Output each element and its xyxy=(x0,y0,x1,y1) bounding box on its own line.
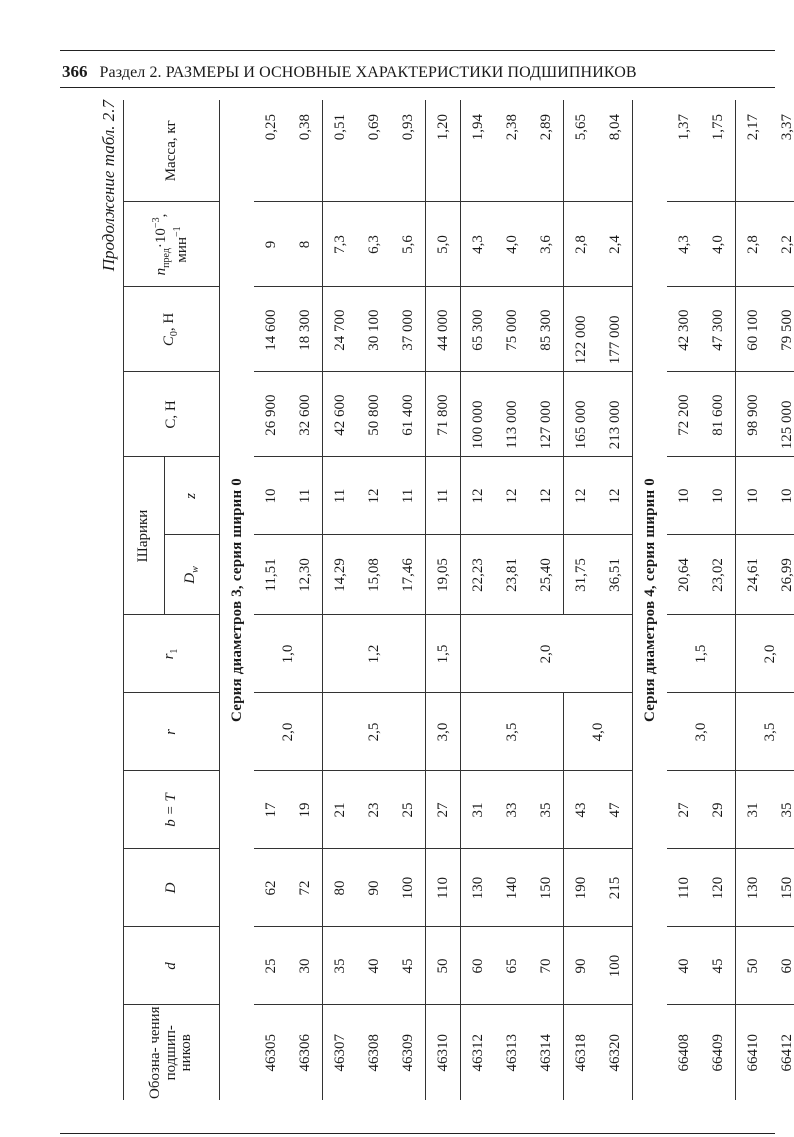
cell-z: 12 xyxy=(529,457,564,535)
cell-bT: 43 xyxy=(564,771,599,849)
series-title: Серия диаметров 4, серия ширин 0 xyxy=(633,100,668,1100)
cell-z: 10 xyxy=(736,457,771,535)
cell-C: 81 600 xyxy=(701,372,736,457)
cell-n: 4,0 xyxy=(701,202,736,287)
cell-n: 2,8 xyxy=(564,202,599,287)
col-b-T: b = T xyxy=(124,771,220,849)
series-title-row xyxy=(633,100,668,1100)
cell-r1: 2,0 xyxy=(736,615,794,693)
cell-z: 11 xyxy=(391,457,426,535)
cell-d: 50 xyxy=(426,927,461,1005)
cell-Dw: 31,75 xyxy=(564,535,599,615)
cell-D: 130 xyxy=(736,849,771,927)
cell-D: 215 xyxy=(598,849,633,927)
cell-n: 2,4 xyxy=(598,202,633,287)
cell-C0: 60 100 xyxy=(736,287,771,372)
cell-C: 213 000 xyxy=(598,372,633,457)
table-row xyxy=(288,100,323,1100)
cell-bT: 19 xyxy=(288,771,323,849)
table-row xyxy=(564,100,599,1100)
cell-mass: 1,37 xyxy=(667,100,701,202)
cell-r1: 2,0 xyxy=(461,615,633,693)
cell-d: 100 xyxy=(598,927,633,1005)
cell-mass: 1,20 xyxy=(426,100,461,202)
cell-C0: 47 300 xyxy=(701,287,736,372)
table-row xyxy=(461,100,496,1100)
cell-n: 2,8 xyxy=(736,202,771,287)
cell-D: 130 xyxy=(461,849,496,927)
cell-mass: 2,38 xyxy=(495,100,529,202)
cell-D: 110 xyxy=(426,849,461,927)
cell-z: 10 xyxy=(667,457,701,535)
cell-r1: 1,5 xyxy=(667,615,736,693)
table-row xyxy=(701,100,736,1100)
cell-C: 72 200 xyxy=(667,372,701,457)
cell-r: 3,0 xyxy=(426,693,461,771)
cell-Dw: 15,08 xyxy=(357,535,391,615)
cell-r1: 1,5 xyxy=(426,615,461,693)
cell-C: 113 000 xyxy=(495,372,529,457)
cell-z: 11 xyxy=(323,457,358,535)
table-row xyxy=(770,100,794,1100)
cell-designation: 46305 xyxy=(262,1034,279,1072)
cell-r: 4,0 xyxy=(564,693,633,771)
section-title: Раздел 2. РАЗМЕРЫ И ОСНОВНЫЕ ХАРАКТЕРИСТИКИ ПОДШИПНИКОВ xyxy=(99,64,637,81)
table-row xyxy=(529,100,564,1100)
cell-mass: 0,38 xyxy=(288,100,323,202)
cell-d: 40 xyxy=(357,927,391,1005)
cell-Dw: 20,64 xyxy=(667,535,701,615)
cell-z: 12 xyxy=(357,457,391,535)
cell-bT: 27 xyxy=(426,771,461,849)
cell-bT: 27 xyxy=(667,771,701,849)
cell-C0: 85 300 xyxy=(529,287,564,372)
cell-bT: 35 xyxy=(770,771,794,849)
cell-C: 50 800 xyxy=(357,372,391,457)
page-number: 366 xyxy=(62,62,88,81)
cell-r: 2,5 xyxy=(323,693,426,771)
cell-mass: 8,04 xyxy=(598,100,633,202)
cell-C: 26 900 xyxy=(254,372,288,457)
cell-bT: 17 xyxy=(254,771,288,849)
cell-r1: 1,2 xyxy=(323,615,426,693)
cell-designation: 46314 xyxy=(537,1034,554,1072)
bottom-rule xyxy=(60,1133,775,1134)
cell-n: 4,3 xyxy=(667,202,701,287)
top-rule xyxy=(60,50,775,51)
cell-mass: 5,65 xyxy=(564,100,599,202)
cell-C: 127 000 xyxy=(529,372,564,457)
cell-d: 25 xyxy=(254,927,288,1005)
cell-mass: 1,94 xyxy=(461,100,496,202)
cell-designation: 66408 xyxy=(675,1034,692,1072)
cell-Dw: 11,51 xyxy=(254,535,288,615)
cell-n: 7,3 xyxy=(323,202,358,287)
cell-r: 3,0 xyxy=(667,693,736,771)
table-caption: Продолжение табл. 2.7 xyxy=(99,100,118,272)
cell-C: 42 600 xyxy=(323,372,358,457)
col-d: d xyxy=(124,927,220,1005)
cell-bT: 47 xyxy=(598,771,633,849)
cell-Dw: 23,02 xyxy=(701,535,736,615)
cell-designation: 66410 xyxy=(736,1005,771,1100)
cell-D: 120 xyxy=(701,849,736,927)
cell-Dw: 25,40 xyxy=(529,535,564,615)
table-row xyxy=(667,100,701,1100)
cell-Dw: 22,23 xyxy=(461,535,496,615)
cell-mass: 3,37 xyxy=(770,100,794,202)
cell-z: 12 xyxy=(461,457,496,535)
cell-designation: 46309 xyxy=(399,1034,416,1072)
series-title: Серия диаметров 3, серия ширин 0 xyxy=(228,478,245,722)
col-r1: $r_1$ xyxy=(124,615,220,693)
cell-bT: 25 xyxy=(391,771,426,849)
cell-r: 3,5 xyxy=(461,693,564,771)
cell-C0: 42 300 xyxy=(667,287,701,372)
cell-C: 165 000 xyxy=(564,372,599,457)
cell-n: 6,3 xyxy=(357,202,391,287)
table-row xyxy=(736,100,771,1100)
cell-Dw: 26,99 xyxy=(770,535,794,615)
col-r: r xyxy=(124,693,220,771)
cell-bT: 33 xyxy=(495,771,529,849)
cell-bT: 31 xyxy=(736,771,771,849)
cell-D: 80 xyxy=(323,849,358,927)
cell-C0: 79 500 xyxy=(770,287,794,372)
cell-C: 61 400 xyxy=(391,372,426,457)
cell-designation: 46312 xyxy=(461,1005,496,1100)
cell-bT: 21 xyxy=(323,771,358,849)
series-title-row xyxy=(220,100,255,1100)
cell-n: 5,6 xyxy=(391,202,426,287)
cell-r1: 1,0 xyxy=(254,615,323,693)
cell-Dw: 24,61 xyxy=(736,535,771,615)
cell-d: 45 xyxy=(391,927,426,1005)
cell-n: 4,3 xyxy=(461,202,496,287)
cell-bT: 29 xyxy=(701,771,736,849)
cell-Dw: 19,05 xyxy=(426,535,461,615)
cell-mass: 2,17 xyxy=(736,100,771,202)
col-C: C, Н xyxy=(124,372,220,457)
cell-designation: 66412 xyxy=(778,1034,794,1072)
table-row xyxy=(323,100,358,1100)
header-rule xyxy=(60,87,775,88)
cell-n: 8 xyxy=(288,202,323,287)
col-balls-group: Шарики xyxy=(124,457,165,615)
cell-designation: 46307 xyxy=(323,1005,358,1100)
cell-Dw: 14,29 xyxy=(323,535,358,615)
cell-mass: 0,69 xyxy=(357,100,391,202)
running-header xyxy=(62,62,774,84)
cell-D: 140 xyxy=(495,849,529,927)
cell-C: 71 800 xyxy=(426,372,461,457)
table-row xyxy=(426,100,461,1100)
cell-d: 70 xyxy=(529,927,564,1005)
cell-d: 60 xyxy=(770,927,794,1005)
cell-C: 100 000 xyxy=(461,372,496,457)
cell-C0: 30 100 xyxy=(357,287,391,372)
cell-C0: 75 000 xyxy=(495,287,529,372)
cell-z: 10 xyxy=(254,457,288,535)
col-D: D xyxy=(124,849,220,927)
cell-C0: 24 700 xyxy=(323,287,358,372)
cell-d: 35 xyxy=(323,927,358,1005)
cell-n: 5,0 xyxy=(426,202,461,287)
cell-D: 150 xyxy=(770,849,794,927)
cell-designation: 46306 xyxy=(296,1034,313,1072)
col-n-limit: $n_{пред}\cdot 10^{-3}$, мин$^{-1}$ xyxy=(124,202,220,287)
cell-C0: 122 000 xyxy=(564,287,599,372)
cell-D: 72 xyxy=(288,849,323,927)
cell-z: 11 xyxy=(288,457,323,535)
cell-bT: 31 xyxy=(461,771,496,849)
cell-C: 32 600 xyxy=(288,372,323,457)
cell-n: 4,0 xyxy=(495,202,529,287)
cell-d: 30 xyxy=(288,927,323,1005)
cell-mass: 1,75 xyxy=(701,100,736,202)
col-designation: Обозна- чения подшип- ников xyxy=(124,1005,220,1100)
cell-D: 100 xyxy=(391,849,426,927)
table-row xyxy=(357,100,391,1100)
table-row xyxy=(254,100,288,1100)
cell-C: 125 000 xyxy=(770,372,794,457)
cell-z: 10 xyxy=(770,457,794,535)
cell-Dw: 12,30 xyxy=(288,535,323,615)
cell-designation: 46310 xyxy=(426,1005,461,1100)
cell-C0: 37 000 xyxy=(391,287,426,372)
cell-z: 12 xyxy=(495,457,529,535)
table-row xyxy=(391,100,426,1100)
cell-C0: 65 300 xyxy=(461,287,496,372)
cell-n: 2,2 xyxy=(770,202,794,287)
cell-designation: 66409 xyxy=(709,1034,726,1072)
cell-C0: 14 600 xyxy=(254,287,288,372)
col-Dw: $D_w$ xyxy=(165,535,220,615)
cell-D: 190 xyxy=(564,849,599,927)
cell-C0: 177 000 xyxy=(598,287,633,372)
cell-Dw: 23,81 xyxy=(495,535,529,615)
cell-n: 9 xyxy=(254,202,288,287)
cell-d: 60 xyxy=(461,927,496,1005)
col-C0: $C_0$, Н xyxy=(124,287,220,372)
cell-bT: 23 xyxy=(357,771,391,849)
cell-designation: 46313 xyxy=(503,1034,520,1072)
cell-C0: 18 300 xyxy=(288,287,323,372)
cell-Dw: 36,51 xyxy=(598,535,633,615)
cell-z: 10 xyxy=(701,457,736,535)
cell-bT: 35 xyxy=(529,771,564,849)
table-row xyxy=(598,100,633,1100)
cell-z: 11 xyxy=(426,457,461,535)
cell-d: 40 xyxy=(667,927,701,1005)
cell-Dw: 17,46 xyxy=(391,535,426,615)
col-z: z xyxy=(165,457,220,535)
cell-n: 3,6 xyxy=(529,202,564,287)
cell-designation: 46308 xyxy=(365,1034,382,1072)
rotated-table-block xyxy=(95,100,794,1100)
cell-d: 45 xyxy=(701,927,736,1005)
cell-mass: 0,93 xyxy=(391,100,426,202)
cell-z: 12 xyxy=(598,457,633,535)
cell-r: 2,0 xyxy=(254,693,323,771)
cell-designation: 46318 xyxy=(564,1005,599,1100)
cell-D: 62 xyxy=(254,849,288,927)
cell-mass: 0,51 xyxy=(323,100,358,202)
cell-mass: 0,25 xyxy=(254,100,288,202)
cell-D: 110 xyxy=(667,849,701,927)
cell-C0: 44 000 xyxy=(426,287,461,372)
cell-d: 65 xyxy=(495,927,529,1005)
cell-r: 3,5 xyxy=(736,693,794,771)
table-row xyxy=(495,100,529,1100)
cell-C: 98 900 xyxy=(736,372,771,457)
bearing-table xyxy=(123,100,794,1100)
cell-designation: 46320 xyxy=(606,1034,623,1072)
cell-d: 90 xyxy=(564,927,599,1005)
cell-d: 50 xyxy=(736,927,771,1005)
cell-mass: 2,89 xyxy=(529,100,564,202)
col-mass: Масса, кг xyxy=(124,100,220,202)
cell-D: 90 xyxy=(357,849,391,927)
cell-D: 150 xyxy=(529,849,564,927)
cell-z: 12 xyxy=(564,457,599,535)
